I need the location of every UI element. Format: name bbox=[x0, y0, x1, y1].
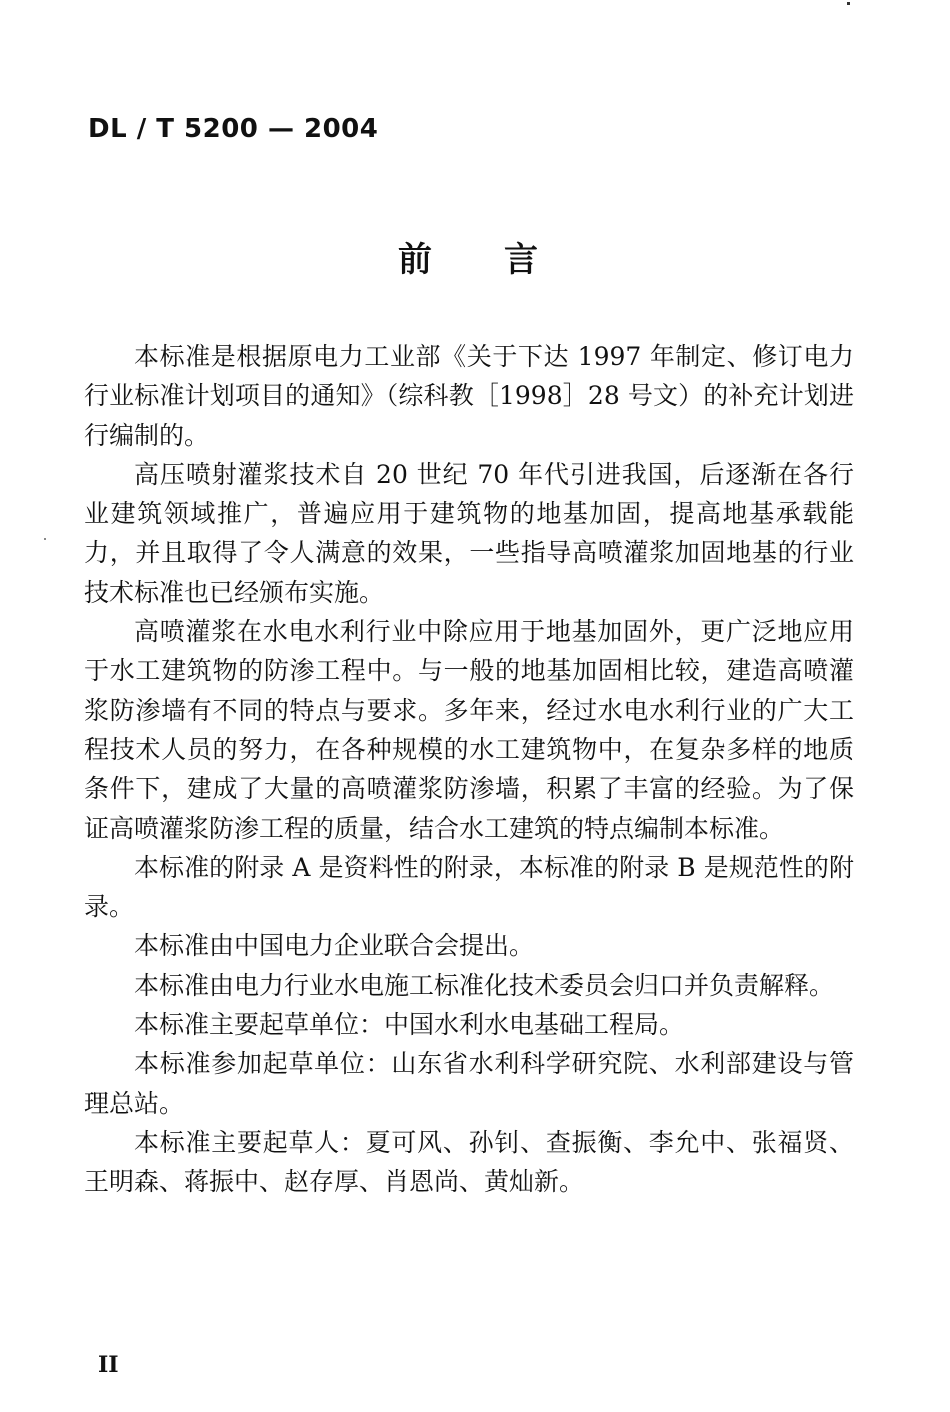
foreword-body bbox=[84, 337, 854, 1202]
standard-code: DL / T 5200 — 2004 bbox=[88, 114, 379, 144]
paragraph: 本标准由电力行业水电施工标准化技术委员会归口并负责解释。 bbox=[134, 970, 835, 1000]
paragraph: 本标准主要起草单位：中国水利水电基础工程局。 bbox=[134, 1010, 685, 1040]
scan-mark bbox=[44, 538, 46, 540]
paragraph: 本标准主要起草人：夏可风、孙钊、查振衡、李允中、张福贤、王明森、蒋振中、赵存厚、肖恩尚、黄灿新。 bbox=[84, 1127, 854, 1197]
paragraph: 高喷灌浆在水电水利行业中除应用于地基加固外，更广泛地应用于水工建筑物的防渗工程中。与一般的地基加固相比较，建造高喷灌浆防渗墙有不同的特点与要求。多年来，经过水电水利行业的广大工程技术人员的努力，在各种规模的水工建筑物中，在复杂多样的地质条件下，建成了大量的高喷灌浆防渗墙，积累了丰富的经验。为了保证高喷灌浆防渗工程的质量，结合水工建筑的特点编制本标准。 bbox=[84, 617, 854, 843]
paragraph: 本标准的附录 A 是资料性的附录，本标准的附录 B 是规范性的附录。 bbox=[84, 852, 854, 922]
page-title: 前言 bbox=[398, 240, 610, 280]
paragraph: 本标准由中国电力企业联合会提出。 bbox=[134, 931, 535, 961]
scan-mark bbox=[847, 2, 850, 5]
paragraph: 本标准是根据原电力工业部《关于下达 1997 年制定、修订电力行业标准计划项目的通知》（综科教［1998］28 号文）的补充计划进行编制的。 bbox=[84, 342, 854, 450]
paragraph: 高压喷射灌浆技术自 20 世纪 70 年代引进我国，后逐渐在各行业建筑领域推广，普遍应用于建筑物的地基加固，提高地基承载能力，并且取得了令人满意的效果，一些指导高喷灌浆加固地基的行业技术标准也已经颁布实施。 bbox=[84, 459, 854, 607]
page-number: II bbox=[98, 1352, 119, 1378]
paragraph: 本标准参加起草单位：山东省水利科学研究院、水利部建设与管理总站。 bbox=[84, 1049, 854, 1118]
